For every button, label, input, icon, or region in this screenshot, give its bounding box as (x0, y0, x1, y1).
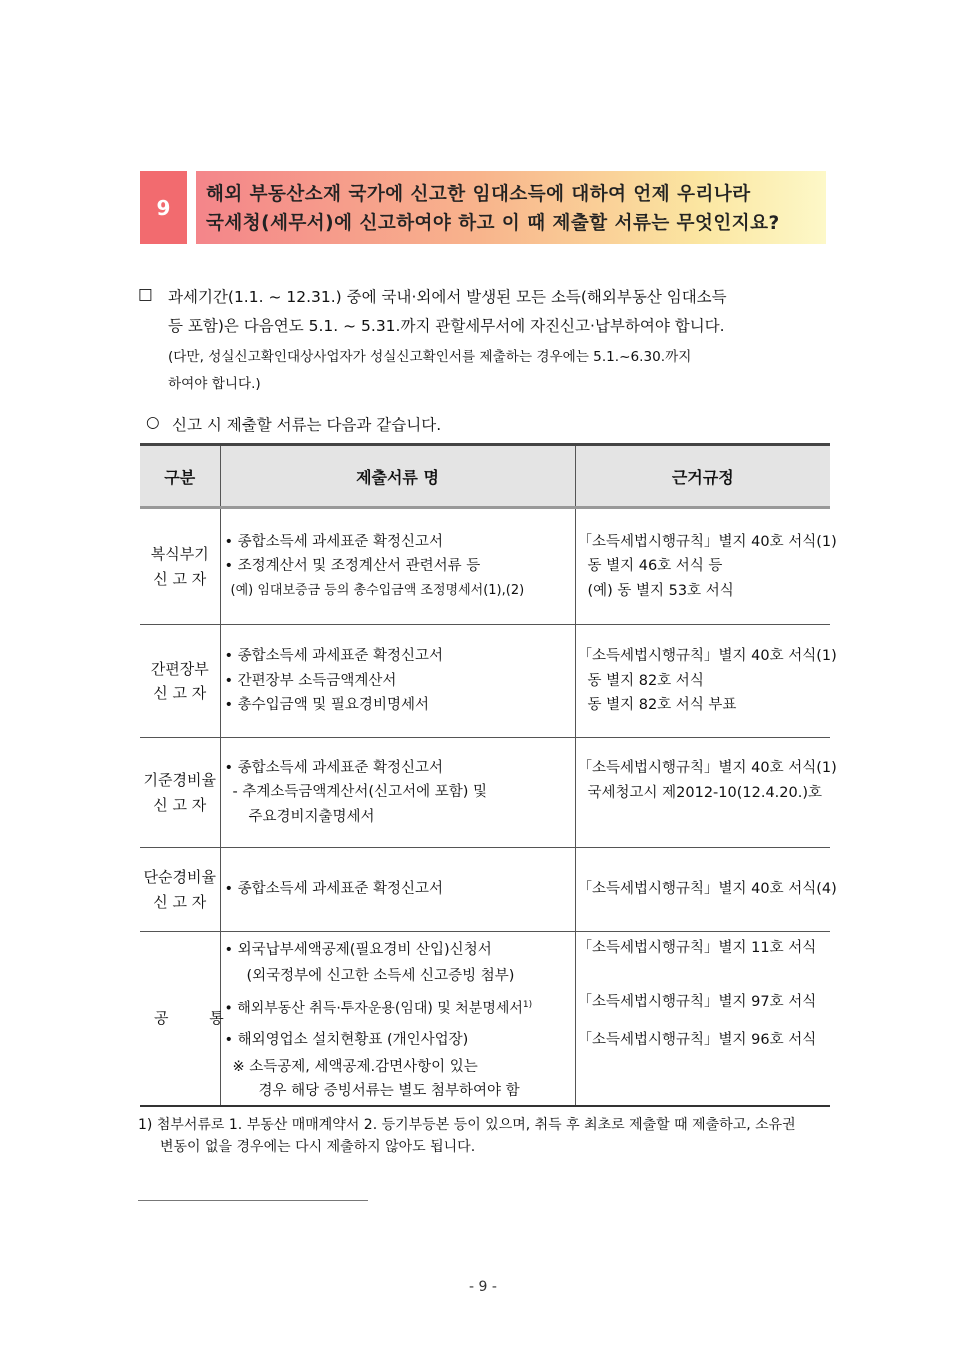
row-basis: 「소득세법시행규칙」별지 11호 서식 「소득세법시행규칙」별지 97호 서식 「소득세법시행규칙」별지 96호 서식 (575, 932, 830, 1106)
row-basis: 「소득세법시행규칙」별지 40호 서식(4) (575, 848, 830, 932)
header-documents: 제출서류 명 (220, 445, 575, 508)
intro-line-1: 과세기간(1.1. ~ 12.31.) 중에 국내·외에서 발생된 모든 소득(해외부동산 임대소득 (168, 288, 727, 306)
row-documents: • 종합소득세 과세표준 확정신고서 (220, 848, 575, 932)
table-row (140, 848, 830, 932)
row-documents: • 종합소득세 과세표준 확정신고서 • 조정계산서 및 조정계산서 관련서류 등 (예) 임대보증금 등의 총수입금액 조정명세서(1),(2) (220, 508, 575, 625)
page-number: - 9 - (469, 1279, 497, 1295)
row-basis: 「소득세법시행규칙」별지 40호 서식(1) 동 별지 46호 서식 등 (예) 동 별지 53호 서식 (575, 508, 830, 625)
row-documents: • 종합소득세 과세표준 확정신고서 - 추계소득금액계산서(신고서에 포함) 및 주요경비지출명세서 (220, 738, 575, 848)
header-basis: 근거규정 (575, 445, 830, 508)
footnote-line-2: 변동이 없을 경우에는 다시 제출하지 않아도 됩니다. (160, 1139, 476, 1155)
intro-line-4: 하여야 합니다.) (168, 376, 261, 392)
question-title-line-2: 국세청(세무서)에 신고하여야 하고 이 때 제출할 서류는 무엇인지요? (206, 213, 780, 234)
question-title-line-1: 해외 부동산소재 국가에 신고한 임대소득에 대하여 언제 우리나라 (206, 184, 751, 205)
documents-table (140, 443, 837, 1107)
row-basis: 「소득세법시행규칙」별지 40호 서식(1) 국세청고시 제2012-10(12.4.20.)호 (575, 738, 830, 848)
intro-bullet: □ (138, 285, 153, 303)
divider (138, 1200, 368, 1201)
footnote-line-1: 1) 첨부서류로 1. 부동산 매매계약서 2. 등기부등본 등이 있으며, 취득 후 최초로 제출할 때 제출하고, 소유권 (138, 1117, 796, 1133)
row-category: 공 통 (140, 932, 220, 1106)
row-basis: 「소득세법시행규칙」별지 40호 서식(1) 동 별지 82호 서식 동 별지 82호 서식 부표 (575, 625, 830, 738)
sub-bullet: ○ (146, 413, 160, 431)
row-category: 단순경비율 신 고 자 (140, 848, 220, 932)
table-row (140, 932, 830, 1106)
row-category: 기준경비율 신 고 자 (140, 738, 220, 848)
question-number-badge (140, 171, 187, 244)
intro-line-2: 등 포함)은 다음연도 5.1. ~ 5.31.까지 관할세무서에 자진신고·납부하여야 합니다. (168, 317, 725, 335)
table-header-row (140, 445, 830, 508)
row-documents: • 외국납부세액공제(필요경비 산입)신청서 (외국정부에 신고한 소득세 신고증빙 첨부) • 해외부동산 취득·투자운용(임대) 및 처분명세서$^{1)}$ • 해외영업소 설치현황표 (개인사업장) ※ 소득공제, 세액공제.감면사항이 있는 경우 해당 증빙서류는 별도 첨부하여야 함 (220, 932, 575, 1106)
question-number: 9 (156, 195, 171, 220)
intro-line-3: (다만, 성실신고확인대상사업자가 성실신고확인서를 제출하는 경우에는 5.1.~6.30.까지 (168, 349, 692, 365)
header-category: 구분 (140, 445, 220, 508)
row-category: 간편장부 신 고 자 (140, 625, 220, 738)
row-category: 복식부기 신 고 자 (140, 508, 220, 625)
row-documents: • 종합소득세 과세표준 확정신고서 • 간편장부 소득금액계산서 • 총수입금액 및 필요경비명세서 (220, 625, 575, 738)
table-row (140, 738, 830, 848)
sub-text: 신고 시 제출할 서류는 다음과 같습니다. (172, 416, 442, 434)
table-row (140, 625, 830, 738)
table-row (140, 508, 830, 625)
